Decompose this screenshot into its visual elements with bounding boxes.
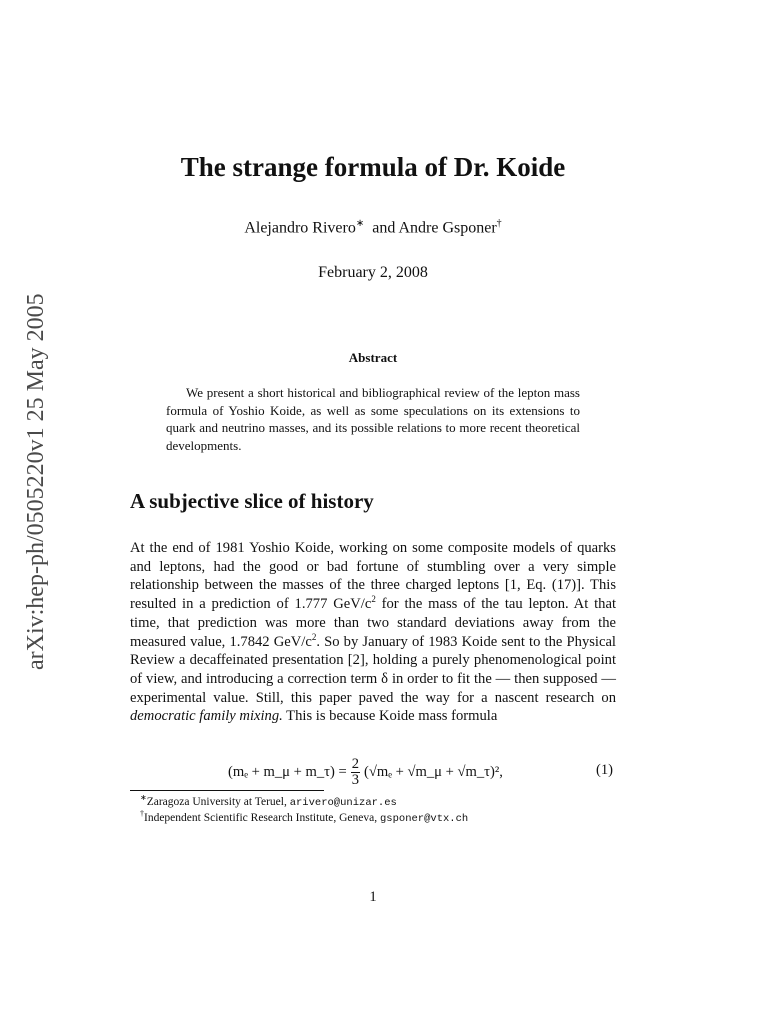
- arxiv-side-stamp: [14, 258, 58, 670]
- paper-title: The strange formula of Dr. Koide: [180, 152, 566, 182]
- footnote-2: [140, 809, 468, 825]
- page-number: 1: [369, 889, 377, 905]
- abstract-heading: Abstract: [348, 350, 398, 365]
- footnote-1-text: Zaragoza University at Teruel,: [146, 795, 290, 808]
- author-mark-1: ∗: [355, 218, 365, 229]
- footnote-1-email[interactable]: arivero@unizar.es: [289, 796, 397, 809]
- fraction-denominator: 3: [351, 771, 360, 788]
- equation-rhs: (√mₑ + √m_μ + √m_τ)²,: [364, 763, 503, 780]
- footnote-1: [140, 793, 397, 809]
- footnote-1-mark: ∗: [140, 793, 147, 802]
- superscript-1: 2: [371, 594, 376, 605]
- equation-fraction: [351, 757, 360, 788]
- footnote-rule: [130, 790, 324, 791]
- paper-date: February 2, 2008: [318, 264, 428, 281]
- section-heading: A subjective slice of history: [130, 489, 374, 513]
- equation-lhs: (mₑ + m_μ + m_τ) =: [228, 763, 347, 780]
- author-rivero: Alejandro Rivero: [244, 219, 356, 237]
- emphasis-phrase: democratic family mixing.: [130, 708, 283, 725]
- abstract-text: We present a short historical and bibliographical review of the lepton mass formula of Yoshio Koide, as well as some speculations on its extensions to quark and neutrino masses, and its possible relations to more recent theoretical developments.: [166, 385, 580, 453]
- fraction-numerator: 2: [351, 755, 360, 772]
- arxiv-identifier: arXiv:hep-ph/0505220v1 25 May 2005: [23, 293, 49, 670]
- author-gsponer: Andre Gsponer: [398, 219, 497, 237]
- footnote-2-email[interactable]: gsponer@vtx.ch: [379, 812, 469, 825]
- body-text-part-4: This is because Koide mass formula: [282, 708, 498, 725]
- author-mark-2: †: [496, 218, 502, 229]
- footnote-2-text: Independent Scientific Research Institute, Geneva,: [144, 811, 380, 824]
- superscript-2: 2: [311, 631, 317, 642]
- koide-equation: [228, 752, 503, 792]
- body-text-part-3: . So by January of 1983 Koide sent to the Physical Review a decaffeinated presentation [2], holding a purely phenomenological point of view, and introducing a correction term δ in order to fit the — then supposed — experimental value. Still, this paper paved the way for a nascent research on: [130, 633, 616, 706]
- author-joiner: and: [372, 219, 396, 237]
- equation-number: (1): [596, 762, 614, 778]
- body-paragraph: [130, 539, 616, 726]
- author-line: [120, 218, 626, 237]
- footnote-2-mark: †: [140, 809, 144, 818]
- body-text-part-2: for the mass of the tau lepton. At that time, that prediction was more than two standard deviations away from the measured value, 1.7842 GeV/c: [130, 596, 616, 650]
- body-text-part-1: At the end of 1981 Yoshio Koide, working on some composite models of quarks and leptons, had the good or bad fortune of stumbling over a very simple relationship between the masses of the three charged leptons [1, Eq. (17)]. This resulted in a prediction of 1.777 GeV/c: [130, 540, 616, 613]
